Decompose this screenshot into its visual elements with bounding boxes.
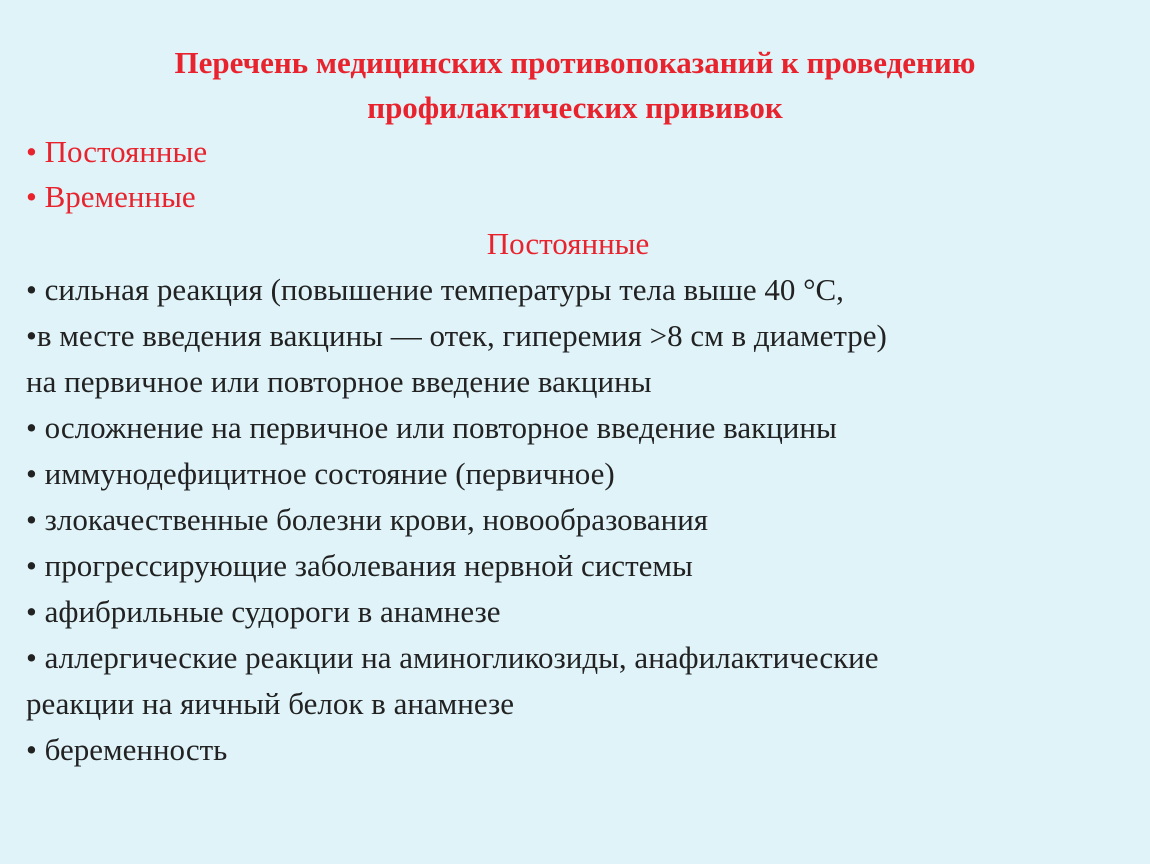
slide-title xyxy=(40,40,1110,130)
list-item: • афибрильные судороги в анамнезе xyxy=(26,594,501,629)
list-item: • злокачественные болезни крови, новообразования xyxy=(26,502,709,537)
list-item: • аллергические реакции на аминогликозиды, анафилактические xyxy=(26,640,879,675)
list-item: • прогрессирующие заболевания нервной системы xyxy=(26,548,693,583)
list-item: • беременность xyxy=(26,732,228,767)
list-item: • сильная реакция (повышение температуры тела выше 40 °С, xyxy=(26,272,844,307)
list-item: • осложнение на первичное или повторное введение вакцины xyxy=(26,410,837,445)
category-temporary: • Временные xyxy=(26,179,196,214)
list-item: • иммунодефицитное состояние (первичное) xyxy=(26,456,615,491)
list-item-continuation: реакции на яичный белок в анамнезе xyxy=(26,686,515,721)
title-line-1: Перечень медицинских противопоказаний к проведению xyxy=(174,45,976,80)
list-item: •в месте введения вакцины — отек, гиперемия >8 см в диаметре) xyxy=(26,318,887,353)
list-item-continuation: на первичное или повторное введение вакцины xyxy=(26,364,652,399)
title-line-2: профилактических прививок xyxy=(367,90,783,125)
category-permanent: • Постоянные xyxy=(26,134,208,169)
section-heading: Постоянные xyxy=(486,226,650,261)
